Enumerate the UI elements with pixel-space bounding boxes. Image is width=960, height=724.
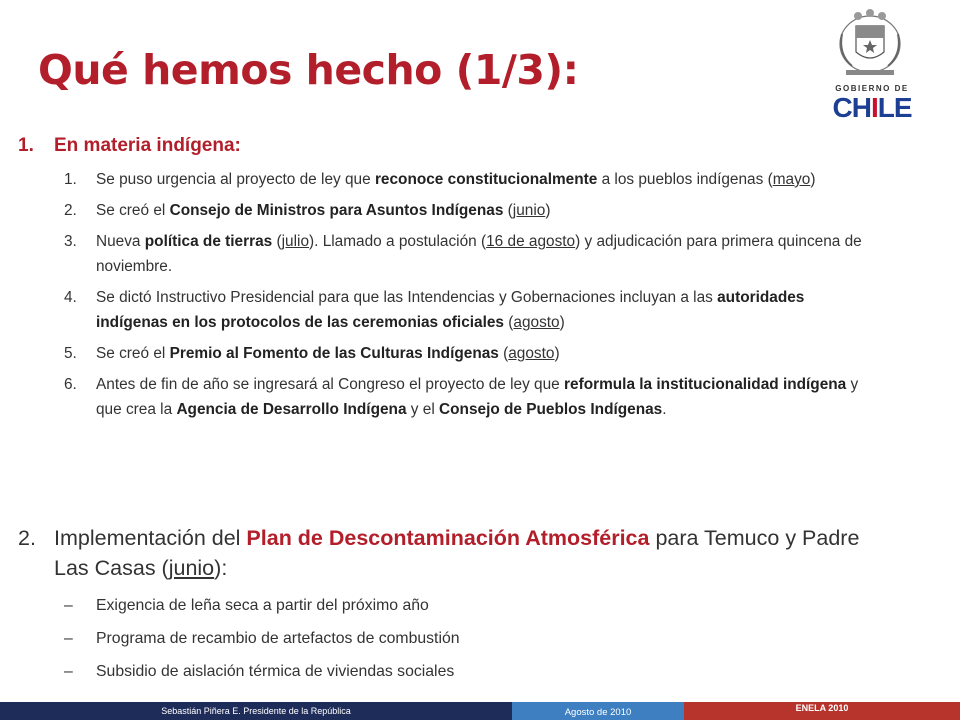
section2-list	[64, 593, 460, 692]
list-item: – Programa de recambio de artefactos de combustión	[64, 630, 460, 647]
section2-number: 2.	[18, 526, 36, 550]
section2-heading: 2. Implementación del Plan de Descontaminación Atmosférica para Temuco y Padre Las Casas (junio):	[18, 523, 898, 583]
footer-author: Sebastián Piñera E. Presidente de la República	[0, 702, 512, 720]
footer-event: ENELA 2010	[684, 702, 960, 720]
list-item: 4. Se dictó Instructivo Presidencial para que las Intendencias y Gobernaciones incluyan a las autoridades indígenas en los protocolos de las ceremonias oficiales (agosto)	[64, 289, 805, 331]
list-item: 1. Se puso urgencia al proyecto de ley que reconoce constitucionalmente a los pueblos indígenas (mayo)	[64, 171, 816, 188]
logo-gobierno-text: GOBIERNO DE	[835, 84, 909, 93]
list-item: 5. Se creó el Premio al Fomento de las Culturas Indígenas (agosto)	[64, 345, 560, 362]
list-item: – Subsidio de aislación térmica de viviendas sociales	[64, 663, 455, 680]
slide-title: Qué hemos hecho (1/3):	[38, 46, 579, 94]
logo-chile-text: CHILE	[832, 92, 912, 123]
section1-number: 1.	[18, 135, 34, 156]
list-item: 6. Antes de fin de año se ingresará al Congreso el proyecto de ley que reformula la institucionalidad indígena y que crea la Agencia de Desarrollo Indígena y el Consejo de Pueblos Indígenas.	[64, 376, 859, 418]
list-item: – Exigencia de leña seca a partir del próximo año	[64, 597, 429, 614]
footer-bar	[0, 702, 960, 720]
list-item: 2. Se creó el Consejo de Ministros para Asuntos Indígenas (junio)	[64, 202, 551, 219]
footer-date: Agosto de 2010	[512, 702, 684, 720]
list-item: 3. Nueva política de tierras (julio). Llamado a postulación (16 de agosto) y adjudicación para primera quincena de noviembre.	[64, 233, 862, 275]
section1-list	[64, 167, 874, 428]
section1-heading: 1. En materia indígena:	[18, 135, 241, 156]
